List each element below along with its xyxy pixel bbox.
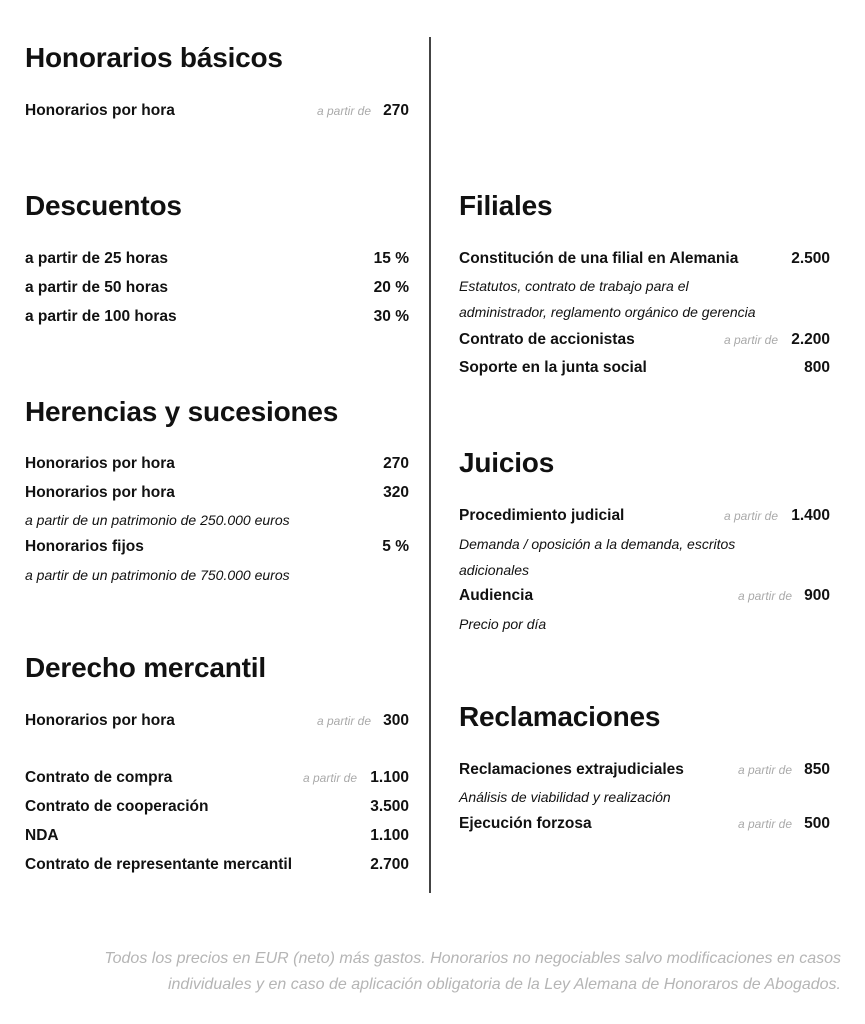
row-label: Honorarios por hora (25, 712, 175, 729)
price-value: 1.100 (370, 769, 409, 786)
price-value: 1.100 (370, 827, 409, 844)
price-row (25, 711, 409, 731)
discount-value: 15 % (373, 250, 409, 267)
section-herencias (25, 392, 409, 583)
price-row (459, 330, 830, 350)
price-row (25, 101, 409, 121)
row-note: a partir de un patrimonio de 250.000 euros (25, 512, 290, 528)
row-label: Procedimiento judicial (459, 507, 625, 524)
price-value: 270 (383, 455, 409, 472)
from-prefix: a partir de (723, 333, 778, 347)
price-value: 320 (383, 484, 409, 501)
section-juicios (459, 443, 830, 632)
price-row (25, 483, 409, 503)
row-label: Soporte en la junta social (459, 359, 647, 376)
row-label: a partir de 25 horas (25, 250, 169, 267)
price-value: 270 (383, 102, 409, 119)
row-label: Honorarios por hora (25, 484, 175, 501)
from-prefix: a partir de (737, 763, 792, 777)
discount-value: 30 % (373, 308, 409, 325)
row-label: Honorarios por hora (25, 102, 175, 119)
footer-line: individuales y en caso de aplicación obligatoria de la Ley Alemana de Honoraros de Abogados. (167, 976, 841, 993)
price-value: 2.700 (370, 856, 409, 873)
price-value: 3.500 (370, 798, 409, 815)
row-label: NDA (25, 827, 59, 844)
price-row (25, 768, 409, 788)
row-label: Contrato de accionistas (459, 331, 635, 348)
from-prefix: a partir de (723, 509, 778, 523)
from-prefix: a partir de (737, 589, 792, 603)
from-prefix: a partir de (737, 817, 792, 831)
row-note: Demanda / oposición a la demanda, escritos (459, 536, 736, 552)
column-divider (429, 37, 431, 893)
price-value: 2.500 (791, 250, 830, 267)
row-label: Honorarios por hora (25, 455, 175, 472)
price-value: 1.400 (791, 507, 830, 524)
row-label: Contrato de representante mercantil (25, 856, 293, 873)
row-note: adicionales (459, 562, 530, 578)
price-row (459, 249, 830, 269)
section-descuentos (25, 186, 409, 325)
row-note: administrador, reglamento orgánico de gerencia (459, 304, 756, 320)
row-label: a partir de 100 horas (25, 308, 177, 325)
price-row (25, 826, 409, 846)
section-reclamaciones (459, 697, 830, 832)
section-filiales (459, 186, 830, 376)
footer-disclaimer (81, 946, 841, 998)
row-label: Contrato de compra (25, 769, 173, 786)
section-title: Filiales (459, 190, 553, 221)
price-row (25, 454, 409, 474)
row-note: a partir de un patrimonio de 750.000 euros (25, 567, 290, 583)
price-row (459, 506, 830, 526)
price-row (25, 249, 409, 269)
row-note: Análisis de viabilidad y realización (459, 789, 671, 805)
price-value: 300 (383, 712, 409, 729)
row-label: Constitución de una filial en Alemania (459, 250, 739, 267)
price-row (459, 760, 830, 780)
price-row (459, 586, 830, 606)
from-prefix: a partir de (302, 771, 357, 785)
price-value: 2.200 (791, 331, 830, 348)
row-label: Contrato de cooperación (25, 798, 209, 815)
row-note: Estatutos, contrato de trabajo para el (459, 278, 689, 294)
discount-value: 20 % (373, 279, 409, 296)
row-note: Precio por día (459, 616, 547, 632)
section-title: Reclamaciones (459, 701, 661, 732)
section-title: Honorarios básicos (25, 42, 283, 73)
row-label: Ejecución forzosa (459, 815, 592, 832)
price-row (25, 537, 409, 557)
from-prefix: a partir de (316, 104, 371, 118)
section-derecho-mercantil (25, 648, 409, 873)
price-value: 800 (804, 359, 830, 376)
price-row (25, 797, 409, 817)
price-row (25, 278, 409, 298)
row-label: Reclamaciones extrajudiciales (459, 761, 684, 778)
section-title: Herencias y sucesiones (25, 396, 339, 427)
price-row (459, 814, 830, 834)
section-title: Derecho mercantil (25, 652, 266, 683)
price-value: 900 (804, 587, 830, 604)
section-title: Juicios (459, 447, 555, 478)
row-label: a partir de 50 horas (25, 279, 169, 296)
price-value: 850 (804, 761, 830, 778)
price-value: 5 % (382, 538, 409, 555)
price-row (25, 307, 409, 327)
section-title: Descuentos (25, 190, 182, 221)
row-label: Honorarios fijos (25, 538, 144, 555)
price-row (459, 358, 830, 378)
price-row (25, 855, 409, 875)
price-value: 500 (804, 815, 830, 832)
section-honorarios-basicos (25, 38, 409, 119)
row-label: Audiencia (459, 587, 534, 604)
from-prefix: a partir de (316, 714, 371, 728)
footer-line: Todos los precios en EUR (neto) más gastos. Honorarios no negociables salvo modificaciones en casos (104, 950, 841, 967)
